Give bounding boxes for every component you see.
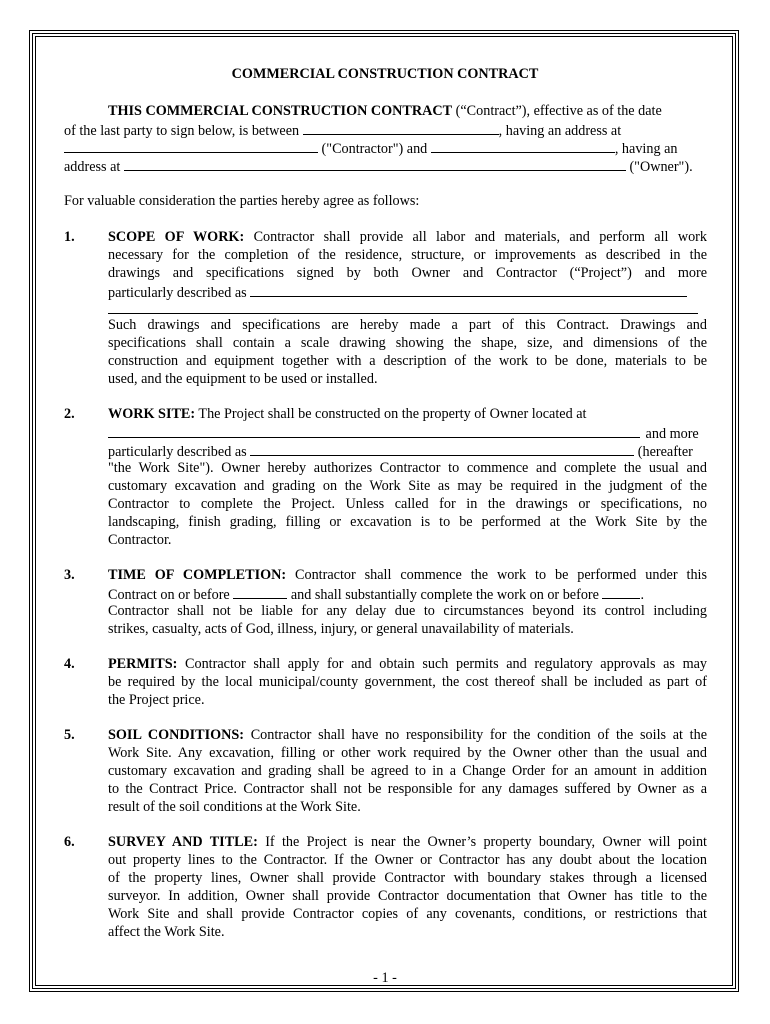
commence-date-blank[interactable] bbox=[233, 584, 287, 599]
intro-lead: THIS COMMERCIAL CONSTRUCTION CONTRACT bbox=[108, 103, 453, 119]
work-site-location-blank[interactable] bbox=[108, 423, 640, 438]
section-1-line: specifications shall contain a scale drawing showing the shape, size, and dimensions of the bbox=[108, 335, 707, 351]
section-3-line: strikes, casualty, acts of God, illness, injury, or general unavailability of materials. bbox=[108, 621, 574, 637]
owner-address-blank[interactable] bbox=[124, 156, 626, 171]
section-6-line: surveyor. In addition, Owner shall provide Contractor documentation that Owner has title to the bbox=[108, 888, 707, 904]
section-5-line: to the Contract Price. Contractor shall not be responsible for any damages suffered by Owner as a bbox=[108, 781, 707, 797]
completion-date-blank[interactable] bbox=[602, 584, 640, 599]
section-number: 4. bbox=[64, 656, 75, 672]
section-6-line: SURVEY AND TITLE: If the Project is near the Owner’s property boundary, Owner will point bbox=[108, 834, 708, 850]
section-4-line: PERMITS: Contractor shall apply for and obtain such permits and regulatory approvals as may bbox=[108, 656, 708, 672]
intro-line-4: address at ("Owner"). bbox=[64, 156, 693, 176]
owner-name-blank[interactable] bbox=[431, 138, 615, 153]
section-5-line: result of the soil conditions at the Work Site. bbox=[108, 799, 361, 815]
section-5-line: Work Site. Any excavation, filling or other work required by the Owner other than the usual and bbox=[108, 745, 707, 761]
section-5-line: customary excavation and grading shall be agreed to in a Change Order for an amount in addition bbox=[108, 763, 707, 779]
section-2-line: Contractor. bbox=[108, 532, 172, 548]
project-description-blank[interactable] bbox=[250, 282, 687, 297]
section-4-line: be required by the local municipal/county government, the cost thereof shall be included as part of bbox=[108, 674, 707, 690]
section-number: 6. bbox=[64, 834, 75, 850]
consideration-text: For valuable consideration the parties hereby agree as follows: bbox=[64, 193, 420, 209]
section-2-line: particularly described as (hereafter bbox=[108, 441, 693, 461]
section-2-line: "the Work Site"). Owner hereby authorizes Contractor to commence and complete the usual and bbox=[108, 460, 707, 476]
section-1-line: used, and the equipment to be used or installed. bbox=[108, 371, 378, 387]
section-2-line: Contractor to complete the Project. Unless called for in the drawings or specifications, no bbox=[108, 496, 707, 512]
contractor-address-blank[interactable] bbox=[64, 138, 318, 153]
project-description-blank-2[interactable] bbox=[108, 313, 698, 314]
intro-line-1: THIS COMMERCIAL CONSTRUCTION CONTRACT (“Contract”), effective as of the date bbox=[108, 103, 662, 119]
section-2-line: and more bbox=[108, 423, 699, 443]
section-5-line: SOIL CONDITIONS: Contractor shall have no responsibility for the condition of the soils at the bbox=[108, 727, 708, 743]
section-2-line: landscaping, finish grading, filling or excavation is to be performed at the Work Site by the bbox=[108, 514, 707, 530]
section-1-line: construction and equipment together with a description of the work to be done, materials to be bbox=[108, 353, 707, 369]
section-2-line: customary excavation and grading on the Work Site as may be required in the judgment of the bbox=[108, 478, 707, 494]
section-number: 3. bbox=[64, 567, 75, 583]
section-number: 2. bbox=[64, 406, 75, 422]
section-3-line: Contract on or before and shall substantially complete the work on or before . bbox=[108, 584, 644, 604]
section-number: 5. bbox=[64, 727, 75, 743]
work-site-description-blank[interactable] bbox=[250, 441, 634, 456]
section-1-line: drawings and specifications signed by both Owner and Contractor (“Project”) and more bbox=[108, 265, 707, 281]
section-1-line: SCOPE OF WORK: Contractor shall provide all labor and materials, and perform all work bbox=[108, 229, 707, 245]
document-title: COMMERCIAL CONSTRUCTION CONTRACT bbox=[231, 66, 539, 82]
section-6-line: Work Site and shall provide Contractor copies of any covenants, conditions, or restrictions that bbox=[108, 906, 707, 922]
section-6-line: out property lines to the Contractor. If the Owner or Contractor has any doubt about the location bbox=[108, 852, 707, 868]
intro-line-3: ("Contractor") and , having an bbox=[64, 138, 677, 158]
section-2-line: WORK SITE: The Project shall be constructed on the property of Owner located at bbox=[108, 406, 587, 422]
section-1-line: particularly described as bbox=[108, 282, 687, 302]
section-6-line: affect the Work Site. bbox=[108, 924, 225, 940]
section-1-line: necessary for the completion of the residence, structure, or improvements as described in the bbox=[108, 247, 707, 263]
page-number: - 1 - bbox=[373, 970, 397, 986]
section-4-line: the Project price. bbox=[108, 692, 205, 708]
section-1-line: Such drawings and specifications are hereby made a part of this Contract. Drawings and bbox=[108, 317, 707, 333]
intro-line-2: of the last party to sign below, is between , having an address at bbox=[64, 120, 621, 140]
section-6-line: of the property lines, Owner shall provide Contractor with boundary stakes through a licensed bbox=[108, 870, 707, 886]
section-3-line: TIME OF COMPLETION: Contractor shall commence the work to be performed under this bbox=[108, 567, 707, 583]
contractor-name-blank[interactable] bbox=[303, 120, 499, 135]
section-number: 1. bbox=[64, 229, 75, 245]
section-3-line: Contractor shall not be liable for any delay due to circumstances beyond its control including bbox=[108, 603, 707, 619]
